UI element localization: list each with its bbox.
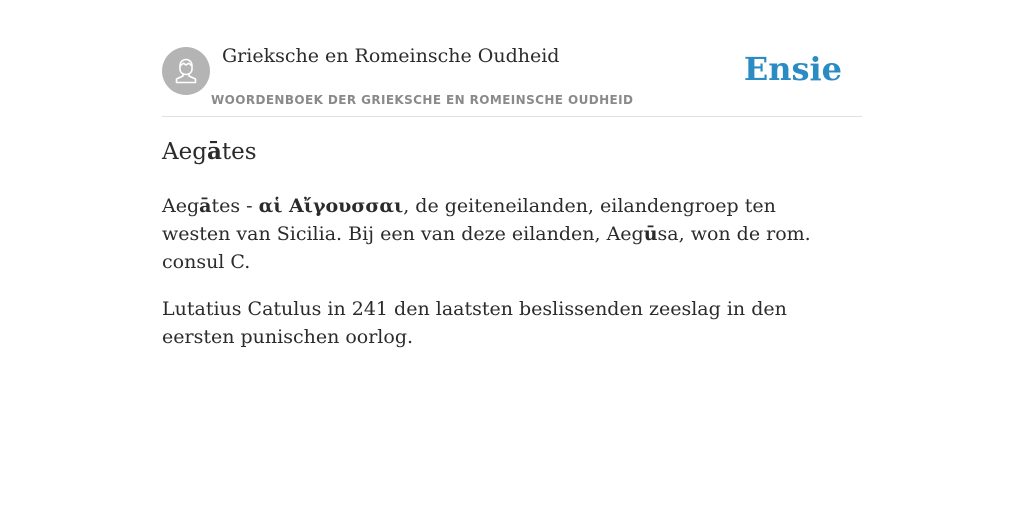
book-subtitle: WOORDENBOEK DER GRIEKSCHE EN ROMEINSCHE OUDHEID <box>211 93 634 107</box>
definition-text: tes - <box>211 195 259 217</box>
entry-title-part: tes <box>221 139 257 165</box>
definition-accent: ā <box>199 195 212 217</box>
book-title[interactable]: Grieksche en Romeinsche Oudheid <box>222 45 560 67</box>
definition-text: Aeg <box>162 195 200 217</box>
user-icon[interactable] <box>162 47 210 95</box>
greek-term: αἱ Αἴγουσσαι <box>258 195 404 217</box>
entry-content <box>162 192 842 370</box>
definition-paragraph <box>162 192 842 276</box>
ensie-logo-link[interactable]: Ensie <box>743 50 842 88</box>
definition-accent: ū <box>643 223 658 245</box>
definition-text: , de geiteneilanden, eilandengroep ten westen van Sicilia. Bij een van deze eilanden, Aeg <box>162 195 776 245</box>
dictionary-header <box>162 40 862 117</box>
definition-paragraph: Lutatius Catulus in 241 den laatsten beslissenden zeeslag in den eersten punischen oorlog. <box>162 298 787 348</box>
entry-title <box>162 138 257 165</box>
entry-title-accent: ā <box>206 138 222 165</box>
entry-title-part: Aeg <box>162 139 207 165</box>
definition-text: sa, won de rom. consul C. <box>162 223 811 273</box>
